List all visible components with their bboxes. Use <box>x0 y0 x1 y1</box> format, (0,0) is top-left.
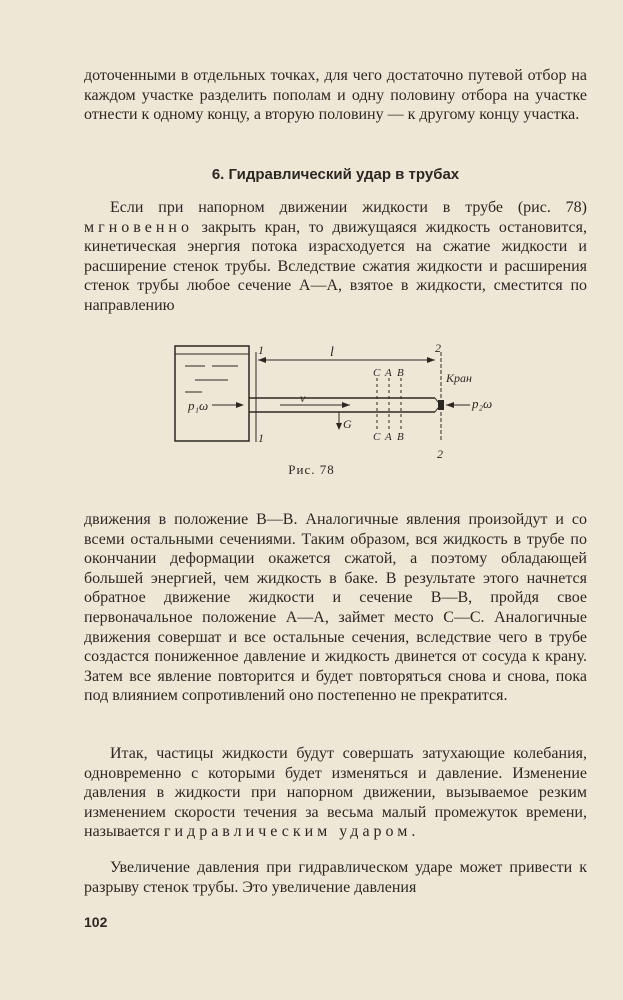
paragraph-1-emphasis: мгновенно <box>84 218 193 236</box>
dimension-arrow-right-icon <box>427 357 435 363</box>
paragraph-4-text: Увеличение давления при гидравлическом ударе может привести к разрыву стенок трубы. Это увеличение давления <box>84 859 587 896</box>
paragraph-3-part2: . <box>411 823 416 841</box>
paragraph-4 <box>84 858 587 897</box>
paragraph-1-part2: закрыть кран, то движущаяся жидкость остановится, кинетическая энергия потока израсходуется на сжатие жидкости и расширение стенок трубы. Вследствие сжатия жидкости и расширения стенок трубы любое сечение A—A, взятое в жидкости, сместится по направлению <box>84 218 587 314</box>
section-1-top-label: 1 <box>258 343 264 357</box>
pipe-taper <box>435 398 438 402</box>
section-heading: 6. Гидравлический удар в трубах <box>211 166 460 183</box>
figure-caption: Рис. 78 <box>288 462 335 477</box>
paragraph-top-text: доточенными в отдельных точках, для чего достаточно путевой отбор на каждом участке разделить пополам и одну половину отбора на участке отнести к одному концу, а вторую половину — к другому концу участка. <box>84 67 587 124</box>
gravity-label: G <box>343 417 352 431</box>
tank-outline <box>175 346 249 441</box>
section-C-top-label: C <box>373 367 381 379</box>
paragraph-3-part1: Итак, частицы жидкости будут совершать затухающие колебания, одновременно с которыми будет изменяться и давление. Изменение давления в жидкости при напорном движении, вызываемое резким изменением скорости течения за весьма малый промежуток времени, называется <box>84 745 587 841</box>
paragraph-2-text: движения в положение B—B. Аналогичные явления произойдут и со всеми остальными сечениями. Таким образом, вся жидкость в трубе по окончании деформации окажется сжатой, а поэтому обладающей большей энергией, чем жидкость в баке. В результате этого начнется обратное движение жидкости и сечение B—B, пройдя свое первоначальное положение A—A, займет место C—C. Аналогичные движения совершат и все остальные сечения, вследствие чего в трубе создастся пониженное давление и жидкость двинется от сосуда к крану. Затем все явление повторится и будет повторяться снова и снова, пока под влиянием сопротивлений оно постепенно не прекратится. <box>84 511 587 705</box>
paragraph-2 <box>84 510 587 706</box>
gravity-arrow-icon <box>336 423 342 430</box>
paragraph-3-text <box>84 744 587 842</box>
section-C-bottom-label: C <box>373 431 381 443</box>
dimension-arrow-left-icon <box>258 357 266 363</box>
section-1-bottom-label: 1 <box>258 431 264 445</box>
figure-78-pipe-diagram <box>150 330 510 460</box>
paragraph-1 <box>84 198 587 316</box>
paragraph-1-text <box>84 198 587 316</box>
section-2-bottom-label: 2 <box>437 447 443 460</box>
paragraph-3-emphasis: гидравлическим ударом <box>163 823 412 841</box>
section-2-top-label: 2 <box>435 341 441 355</box>
page-number: 102 <box>84 914 108 930</box>
length-label: l <box>330 345 334 360</box>
paragraph-top <box>84 66 587 125</box>
pressure-p2-label: p₂ω <box>472 396 493 411</box>
paragraph-3 <box>84 744 587 842</box>
paragraph-1-part1: Если при напорном движении жидкости в трубе (рис. 78) <box>110 199 587 216</box>
velocity-label: v <box>300 391 306 405</box>
pipe-taper <box>435 408 438 412</box>
section-B-bottom-label: B <box>397 431 404 443</box>
section-A-bottom-label: A <box>385 431 392 443</box>
pressure-p2-arrow-icon <box>446 402 454 408</box>
pressure-p1-arrow-icon <box>236 402 244 408</box>
valve-label: Кран <box>446 371 472 385</box>
section-B-top-label: B <box>397 367 404 379</box>
section-A-top-label: A <box>385 367 392 379</box>
velocity-arrow-icon <box>342 402 350 408</box>
pressure-p1-label: p₁ω <box>188 398 209 413</box>
